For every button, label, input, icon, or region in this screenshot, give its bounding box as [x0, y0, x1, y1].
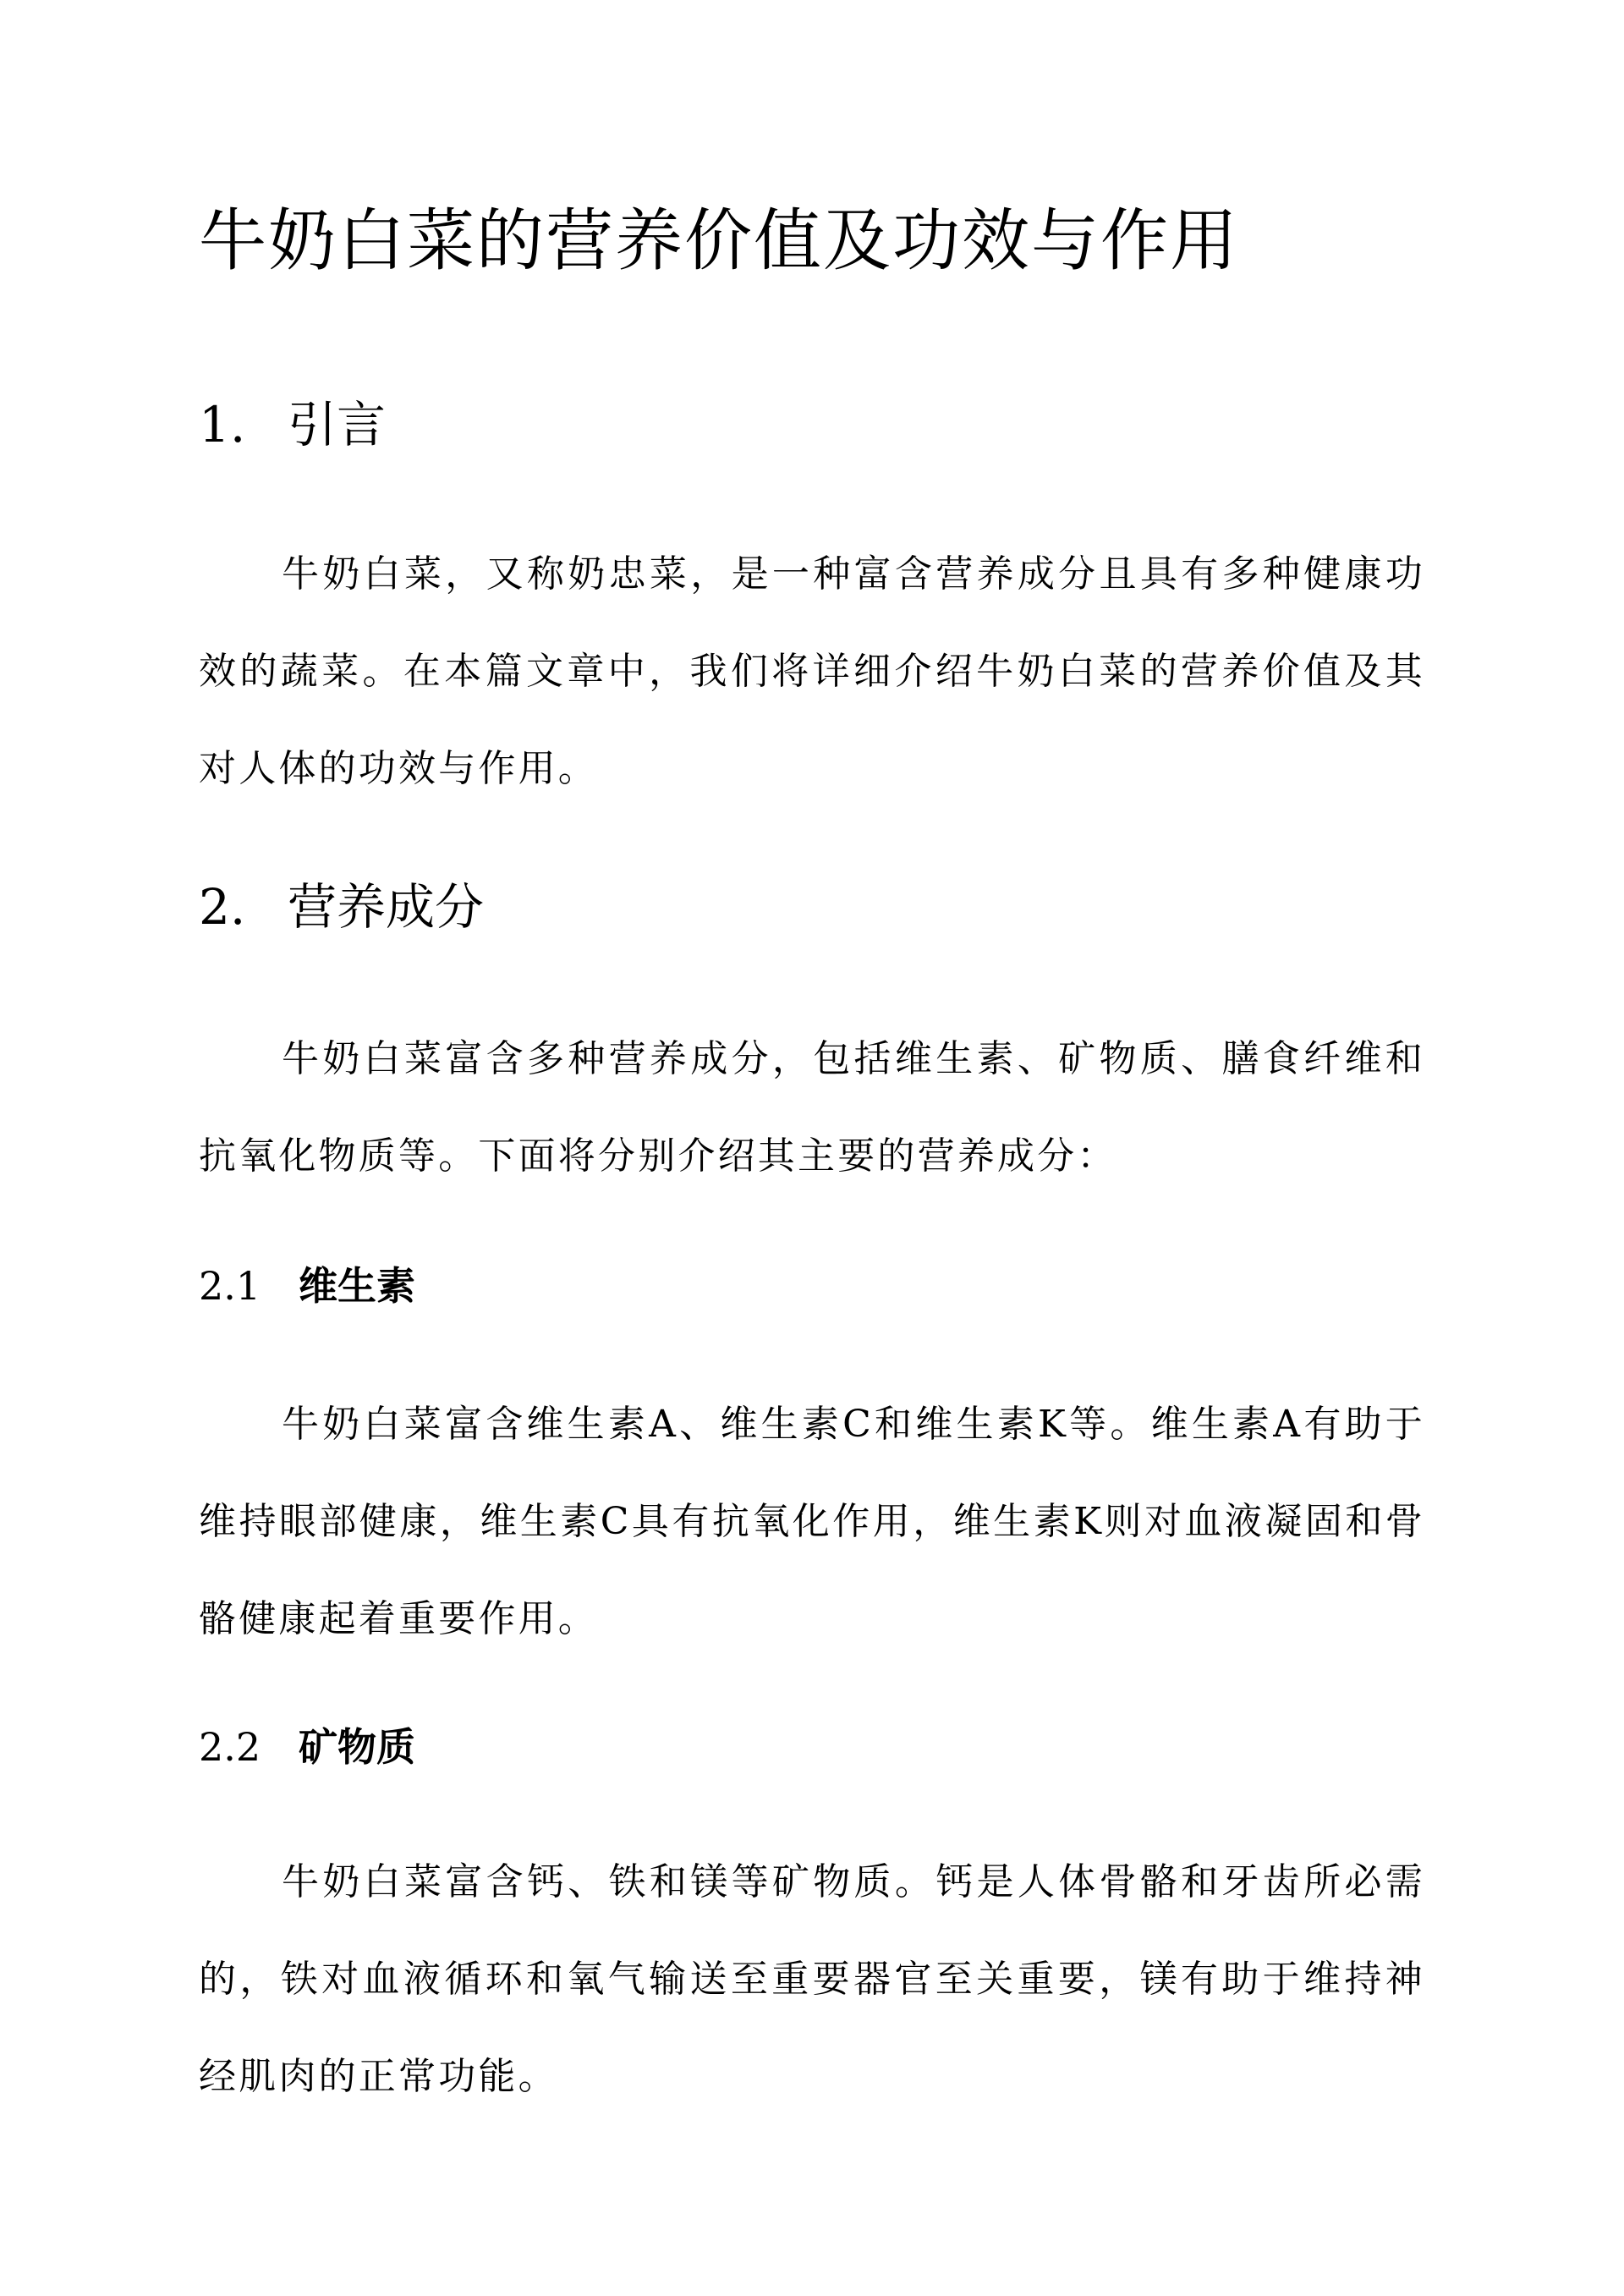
subsection-number: 2.1: [199, 1263, 261, 1309]
section-number: 1.: [199, 396, 246, 453]
section-heading-intro: [199, 391, 386, 459]
document-title: 牛奶白菜的营养价值及功效与作用: [199, 201, 1239, 280]
section-title: 营养成分: [288, 878, 485, 936]
nutrients-paragraph: 牛奶白菜富含多种营养成分，包括维生素、矿物质、膳食纤维和抗氧化物质等。下面将分别介绍其主要的营养成分：: [199, 1037, 1425, 1178]
section-heading-nutrients: [199, 873, 484, 941]
section-number: 2.: [199, 878, 246, 936]
intro-paragraph: 牛奶白菜，又称奶忠菜，是一种富含营养成分且具有多种健康功效的蔬菜。在本篇文章中，我们将详细介绍牛奶白菜的营养价值及其对人体的功效与作用。: [199, 552, 1425, 790]
subsection-title: 维生素: [299, 1263, 415, 1309]
section-title: 引言: [288, 396, 387, 453]
vitamins-paragraph: 牛奶白菜富含维生素A、维生素C和维生素K等。维生素A有助于维持眼部健康，维生素C具有抗氧化作用，维生素K则对血液凝固和骨骼健康起着重要作用。: [199, 1403, 1425, 1640]
minerals-paragraph: 牛奶白菜富含钙、铁和镁等矿物质。钙是人体骨骼和牙齿所必需的，铁对血液循环和氧气输送至重要器官至关重要，镁有助于维持神经肌肉的正常功能。: [199, 1860, 1425, 2098]
subsection-title: 矿物质: [299, 1724, 415, 1770]
subsection-heading-vitamins: [199, 1256, 415, 1316]
subsection-heading-minerals: [199, 1717, 415, 1777]
subsection-number: 2.2: [199, 1724, 261, 1770]
